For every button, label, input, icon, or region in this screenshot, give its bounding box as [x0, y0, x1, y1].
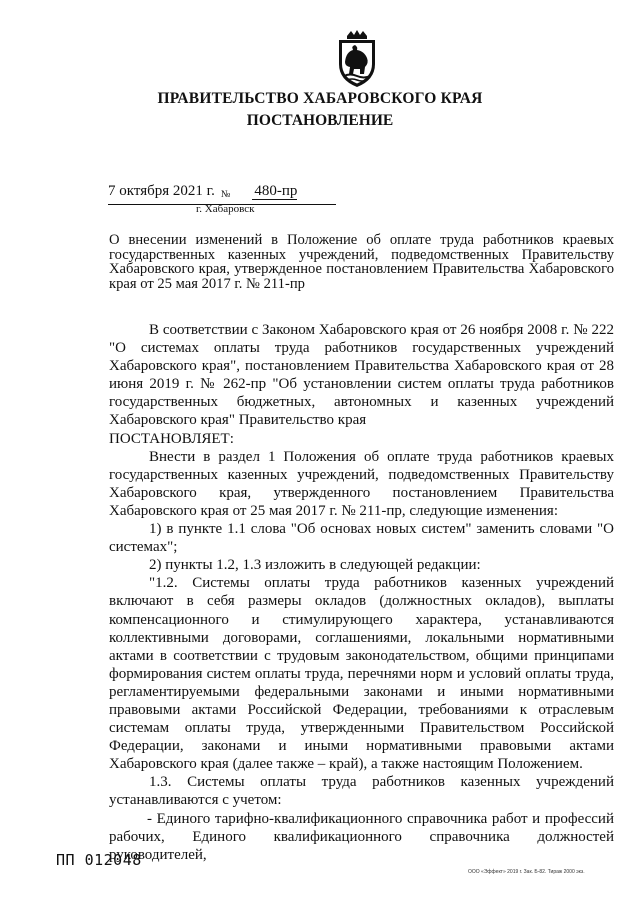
document-date: 7 октября 2021 г. [108, 183, 215, 199]
body-paragraph: Внести в раздел 1 Положения об оплате труда работников краевых государственных казенных учреждений, подведомственных Правительству Хабаровского края, утвержденного постановлением Правительства Хабаровского края от 25 мая 2017 г. № 211-пр, следующие изменения: [109, 448, 614, 519]
city: г. Хабаровск [196, 203, 255, 215]
body-paragraph: В соответствии с Законом Хабаровского края от 26 ноября 2008 г. № 222 "О системах оплаты труда работников государственных учреждений Хабаровского края", постановлением Правительства Хабаровского края от 28 июня 2019 г. № 262-пр "Об установлении систем оплаты труда работников государственных бюджетных, автономных и казенных учреждений Хабаровского края" Правительство края [109, 322, 614, 429]
body-paragraph: "1.2. Системы оплаты труда работников казенных учреждений включают в себя размеры окладов (должностных окладов), выплаты компенсационного и стимулирующего характера, устанавливаются коллективными договорами, соглашениями, локальными нормативными актами в соответствии с трудовым законодательством, общими принципами формирования систем оплаты труда, перечнями норм и условий оплаты труда, регламентируемыми федеральными законами и иными нормативными правовыми актами Российской Федерации, требованиями к отраслевым системам оплаты труда, утвержденными Правительством Российской Федерации, законами и иными нормативными правовыми актами Хабаровского края (далее также – край), а также настоящим Положением. [109, 575, 614, 773]
number-sign: № [220, 189, 231, 200]
body-paragraph: - Единого тарифно-квалификационного справочника работ и профессий рабочих, Единого квалификационного справочника должностей руководителей, [109, 810, 614, 863]
document-number: 480-пр [254, 183, 298, 199]
document-subject: О внесении изменений в Положение об оплате труда работников краевых государственных казенных учреждений, подведомственных Правительству Хабаровского края, утвержденное постановлением Правительства Хабаровского края от 25 мая 2017 г. № 211-пр [109, 232, 614, 292]
government-title: ПРАВИТЕЛЬСТВО ХАБАРОВСКОГО КРАЯ [157, 90, 483, 107]
printer-note: ООО «Эффект» 2019 г. Зак. Б-82. Тираж 2000 экз. [468, 869, 585, 875]
body-paragraph: 1.3. Системы оплаты труда работников казенных учреждений устанавливаются с учетом: [109, 774, 614, 809]
form-serial-code: ПП 012048 [56, 851, 142, 869]
body-paragraph: 1) в пункте 1.1 слова "Об основах новых систем" заменить словами "О системах"; [109, 521, 614, 556]
body-paragraph: 2) пункты 1.2, 1.3 изложить в следующей редакции: [149, 557, 481, 574]
document-body [109, 321, 614, 864]
decree-keyword: ПОСТАНОВЛЯЕТ: [109, 430, 234, 447]
document-type: ПОСТАНОВЛЕНИЕ [246, 112, 394, 129]
date-number-row [108, 183, 336, 205]
khabarovsk-coat-of-arms-icon [331, 30, 383, 88]
